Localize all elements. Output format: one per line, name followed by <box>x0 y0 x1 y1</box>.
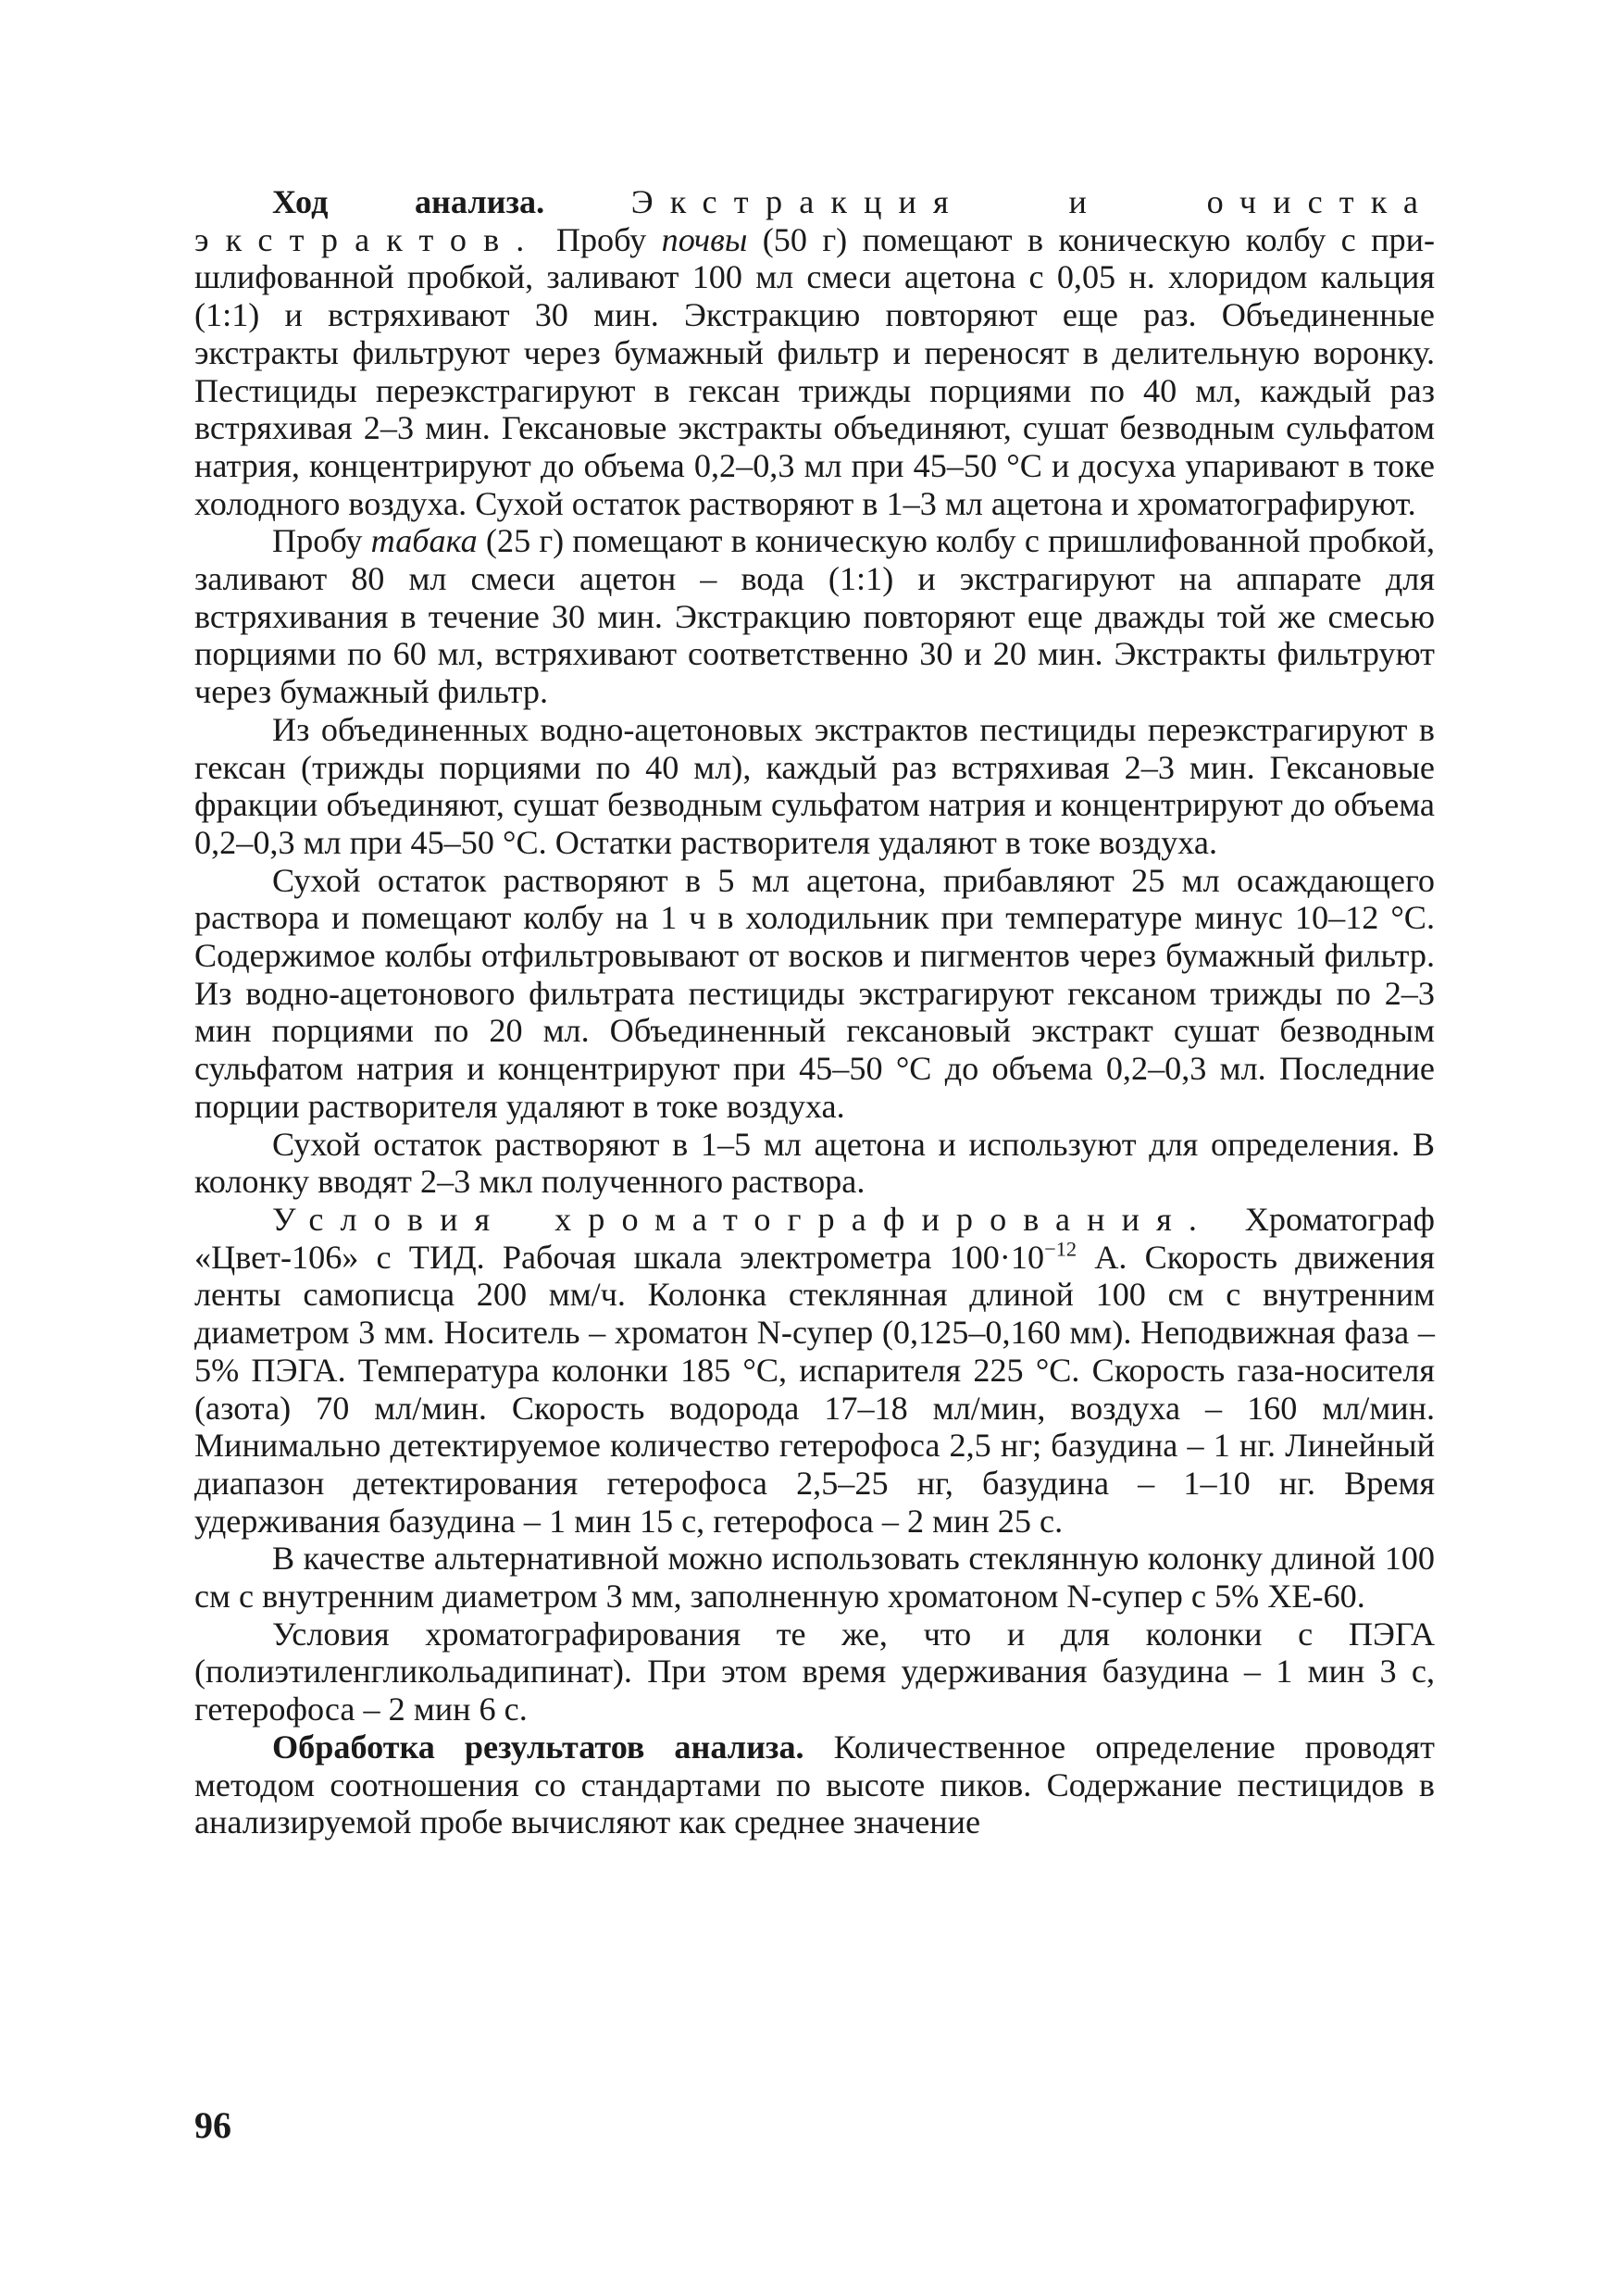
spaced-heading-extraction: Экстракция и очистка экстрактов. <box>194 183 1436 258</box>
spaced-heading-chromatography: Условия хроматографирования. <box>272 1200 1214 1238</box>
italic-term-tobacco: табака <box>370 522 478 560</box>
paragraph-alternative-conditions: Условия хроматографирования те же, что и для колонки с ПЭГА (полиэтиленгликольадипинат). При этом время удерживания базудина – 1 мин 3 с, гетерофоса – 2 мин 6 с. <box>194 1615 1435 1728</box>
section-heading-analysis-procedure: Ход анализа. <box>272 183 545 220</box>
body-text <box>194 183 1435 1841</box>
paragraph-dry-residue-injection: Сухой остаток растворяют в 1–5 мл ацетона и используют для определения. В колонку вводят 2–3 мкл полученного раствора. <box>194 1125 1435 1201</box>
paragraph-extraction-tobacco: Пробу табака (25 г) помещают в коническую колбу с пришлифованной пробкой, заливают 80 мл смеси ацетон – вода (1:1) и экстрагируют на аппарате для встряхивания в течение 30 мин. Экстракцию повторяют еще дважды той же смесью порциями по 60 мл, встряхивают соответственно 30 и 20 мин. Экстракты фильтруют через бумажный фильтр. <box>194 522 1435 711</box>
paragraph-alternative-column: В качестве альтернативной можно использовать стеклянную колонку длиной 100 см с внутренним диаметром 3 мм, заполненную хроматоном N-супер с 5% ХЕ-60. <box>194 1540 1435 1616</box>
italic-term-soil: почвы <box>661 220 748 258</box>
exponent: −12 <box>1044 1237 1077 1261</box>
paragraph-results-processing: Обработка результатов анализа. Количественное определение проводят методом соотношения со стандартами по высоте пиков. Содержание пестицидов в анализируемой пробе вычисляют как среднее значение <box>194 1728 1435 1841</box>
paragraph-dry-residue-cleanup: Сухой остаток растворяют в 5 мл ацетона, прибавляют 25 мл осаждающего раствора и помещают колбу на 1 ч в холодильник при температуре минус 10–12 °С. Содержимое колбы отфильтровывают от восков и пигментов через бумажный фильтр. Из водно-ацетонового фильтрата пестициды экстрагируют гексаном трижды по 2–3 мин порциями по 20 мл. Объединенный гексановый экстракт сушат безводным сульфатом натрия и концентрируют при 45–50 °С до объема 0,2–0,3 мл. Последние порции растворителя удаляют в токе воздуха. <box>194 861 1435 1125</box>
paragraph-reextraction: Из объединенных водно-ацетоновых экстрактов пестициды переэкстрагируют в гексан (трижды порциями по 40 мл), каждый раз встряхивая 2–3 мин. Гексановые фракции объединяют, сушат безводным сульфатом натрия и концентрируют до объема 0,2–0,3 мл при 45–50 °С. Остатки растворителя удаляют в токе воздуха. <box>194 710 1435 861</box>
page-number: 96 <box>194 2104 231 2146</box>
section-heading-results-processing: Обработка результатов анализа. <box>272 1728 804 1766</box>
paragraph-extraction-soil: Ход анализа. Экстракция и очистка экстрактов. Пробу почвы (50 г) помещают в коническую колбу с пришлифованной пробкой, заливают 100 мл смеси ацетона с 0,05 н. хлоридом кальция (1:1) и встряхивают 30 мин. Экстракцию повторяют еще раз. Объединенные экстракты фильтруют через бумажный фильтр и переносят в делительную воронку. Пестициды переэкстрагируют в гексан трижды порциями по 40 мл, каждый раз встряхивая 2–3 мин. Гексановые экстракты объединяют, сушат безводным сульфатом натрия, концентрируют до объема 0,2–0,3 мл при 45–50 °С и досуха упаривают в токе холодного воздуха. Сухой остаток растворяют в 1–3 мл ацетона и хроматографируют. <box>194 183 1436 522</box>
paragraph-chromatography-conditions: Условия хроматографирования. Хроматограф «Цвет-106» с ТИД. Рабочая шкала электрометра $100\cdot 10^{-12}$ А. Скорость движения ленты самописца 200 мм/ч. Колонка стеклянная длиной 100 см с внутренним диаметром 3 мм. Носитель – хроматон N-супер (0,125–0,160 мм). Неподвижная фаза – 5% ПЭГА. Температура колонки 185 °С, испарителя 225 °С. Скорость газа-носителя (азота) 70 мл/мин. Скорость водорода 17–18 мл/мин, воздуха – 160 мл/мин. Минимально детектируемое количество гетерофоса 2,5 нг; базудина – 1 нг. Линейный диапазон детектирования гетерофоса 2,5–25 нг, базудина – 1–10 нг. Время удерживания базудина – 1 мин 15 с, гетерофоса – 2 мин 25 с. <box>194 1200 1436 1540</box>
